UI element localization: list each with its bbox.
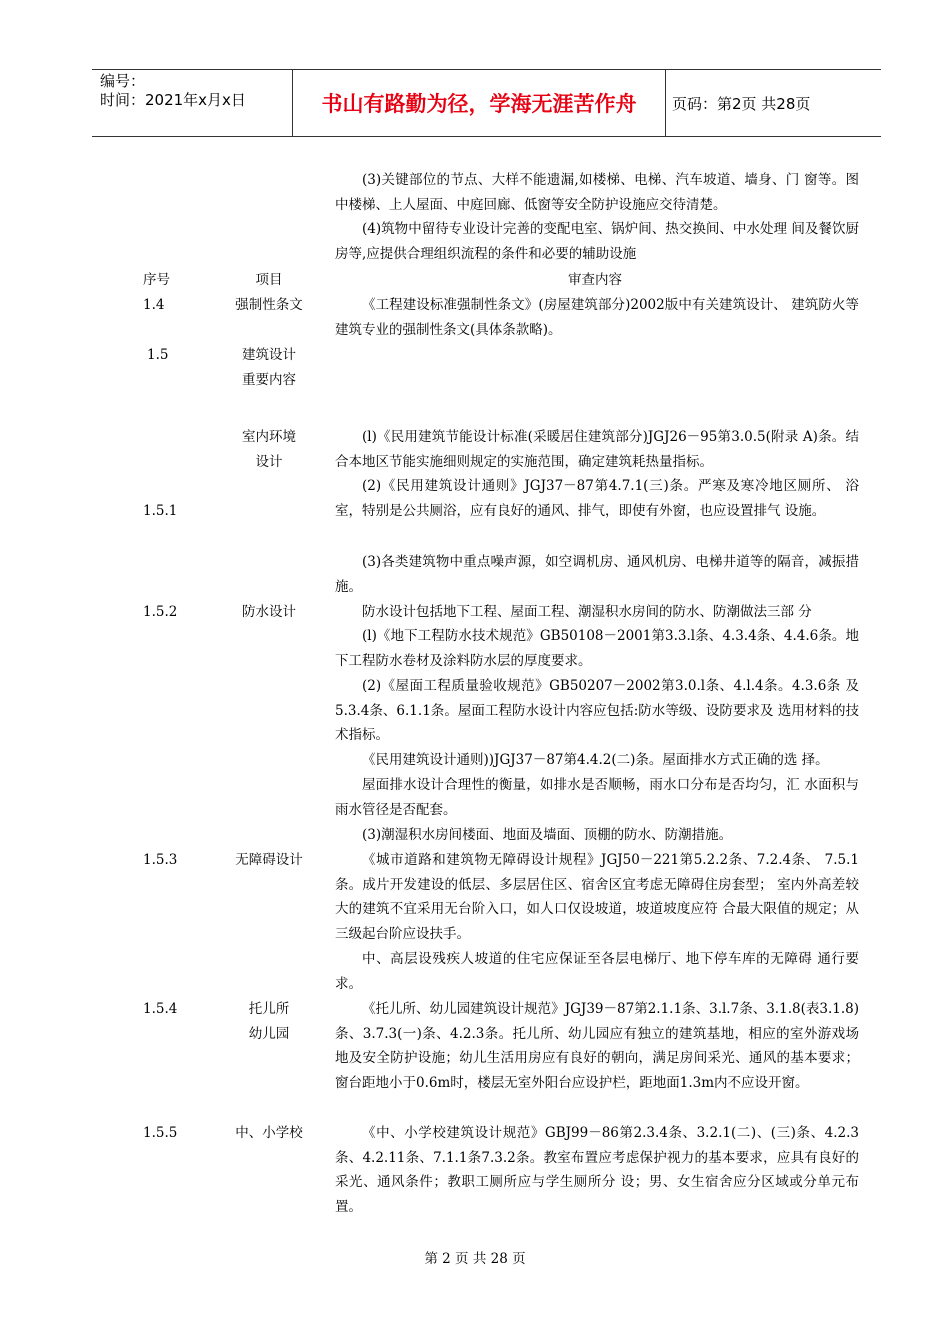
intro-paragraph-3: (3)关键部位的节点、大样不能遗漏,如楼梯、电梯、汽车坡道、墙身、门 窗等。图中楼梯、上人屋面、中庭回廊、低窗等安全防护设施应交待清楚。 <box>335 172 859 213</box>
row-content: (3)各类建筑物中重点噪声源，如空调机房、通风机房、电梯井道等的隔音，减振措施。 <box>335 554 859 595</box>
column-header-item: 项目 <box>255 272 283 288</box>
row-content: 《城市道路和建筑物无障碍设计规程》JGJ50－221第5.2.2条、7.2.4条、 7.5.1条。成片开发建设的低层、多层居住区、宿舍区宜考虑无障碍住房套型； 室内外高差较大的建筑不宜采用无台阶入口，如人口仅设坡道，坡道坡度应符 合最大限值的规定；从三级起台阶应设扶手。 <box>335 852 859 942</box>
header-meta <box>92 70 292 136</box>
row-number: 1.5 <box>147 347 169 363</box>
row-number: 1.5.1 <box>143 503 178 519</box>
row-item: 无障碍设计 <box>235 852 303 868</box>
row-content: (3)潮湿积水房间楼面、地面及墙面、顶棚的防水、防潮措施。 <box>362 827 733 843</box>
row-content: 《民用建筑设计通则))JGJ37－87第4.4.2(二)条。屋面排水方式正确的选 择。 <box>362 752 829 768</box>
row-item: 建筑设计 <box>242 347 296 363</box>
row-number: 1.5.2 <box>143 604 178 620</box>
row-item: 托儿所 <box>248 1001 290 1017</box>
row-content: 防水设计包括地下工程、屋面工程、潮湿积水房间的防水、防潮做法三部 分 <box>362 604 812 620</box>
document-code-label: 编号： <box>100 72 146 90</box>
row-content: (l)《民用建筑节能设计标准(采暖居住建筑部分)JGJ26－95第3.0.5(附录 A)条。结合本地区节能实施细则规定的实施范围，确定建筑耗热量指标。 <box>335 429 859 470</box>
row-content: 屋面排水设计合理性的衡量，如排水是否顺畅，雨水口分布是否均匀，汇 水面积与雨水管径是否配套。 <box>335 777 859 818</box>
row-item: 设计 <box>255 454 283 470</box>
row-item: 防水设计 <box>242 604 296 620</box>
column-header-content: 审查内容 <box>568 272 622 288</box>
header-motto: 书山有路勤为径，学海无涯苦作舟 <box>292 70 666 136</box>
row-content: (2)《屋面工程质量验收规范》GB50207－2002第3.0.l条、4.l.4条。4.3.6条 及5.3.4条、6.1.1条。屋面工程防水设计内容应包括:防水等级、设防要求及 选用材料的技术指标。 <box>335 678 859 743</box>
header-page-number: 页码：第2页 共28页 <box>672 94 811 113</box>
row-content: 中、高层设残疾人坡道的住宅应保证至各层电梯厅、地下停车库的无障碍 通行要求。 <box>335 951 859 992</box>
row-content: 《工程建设标准强制性条文》(房屋建筑部分)2002版中有关建筑设计、 建筑防火等建筑专业的强制性条文(具体条款略)。 <box>335 297 859 338</box>
intro-paragraph-4: (4)筑物中留待专业设计完善的变配电室、锅炉间、热交换间、中水处理 间及餐饮厨房等,应提供合理组织流程的条件和必要的辅助设施 <box>335 221 859 262</box>
row-content: 《托儿所、幼儿园建筑设计规范》JGJ39－87第2.1.1条、3.l.7条、3.1.8(表3.1.8)条、3.7.3(一)条、4.2.3条。托儿所、幼儿园应有独立的建筑基地，相应的室外游戏场地及安全防护设施；幼儿生活用房应有良好的朝向，满足房间采光、通风的基本要求；窗台距地小于0.6m时，楼层无室外阳台应设护栏，距地面1.3m内不应设开窗。 <box>335 1001 859 1091</box>
page-header <box>92 69 881 137</box>
column-header-number: 序号 <box>143 272 170 288</box>
row-item: 中、小学校 <box>235 1125 303 1141</box>
row-item: 重要内容 <box>242 372 296 388</box>
row-content: (l)《地下工程防水技术规范》GB50108－2001第3.3.l条、4.3.4条、4.4.6条。地下工程防水卷材及涂料防水层的厚度要求。 <box>335 628 859 669</box>
row-item: 室内环境 <box>242 429 296 445</box>
row-content: (2)《民用建筑设计通则》JGJ37－87第4.7.1(三)条。严寒及寒冷地区厕所、 浴室，特别是公共厕浴，应有良好的通风、排气，即使有外窗，也应设置排气 设施。 <box>335 478 859 519</box>
row-item: 幼儿园 <box>248 1026 290 1042</box>
document-time-label: 时间：2021年x月x日 <box>100 91 246 109</box>
page-footer: 第 2 页 共 28 页 <box>424 1251 526 1267</box>
row-content: 《中、小学校建筑设计规范》GBJ99－86第2.3.4条、3.2.1(二)、(三)条、4.2.3条、4.2.11条、7.1.1条7.3.2条。教室布置应考虑保护视力的基本要求，应具有良好的采光、通风条件；教职工厕所应与学生厕所分 设；男、女生宿舍应分区域或分单元布置。 <box>335 1125 859 1215</box>
row-item: 强制性条文 <box>235 297 303 313</box>
row-number: 1.5.4 <box>143 1001 178 1017</box>
row-number: 1.5.3 <box>143 852 178 868</box>
row-number: 1.5.5 <box>143 1125 178 1141</box>
row-number: 1.4 <box>143 297 165 313</box>
